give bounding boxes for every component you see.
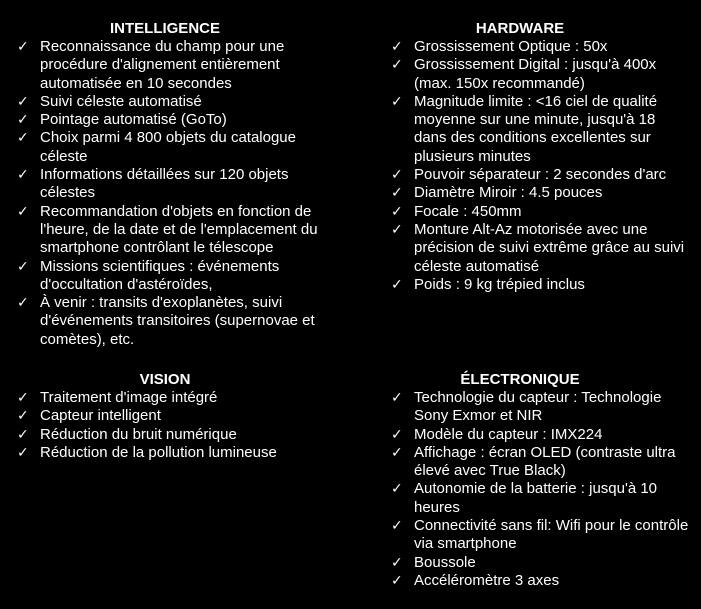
list-item-text: Boussole (414, 553, 476, 571)
list-item (391, 444, 691, 481)
list-item-text: À venir : transits d'exoplanètes, suivi d'événements transitoires (supernovae et comètes), etc. (40, 294, 315, 348)
checkmark-icon: ✓ (391, 518, 403, 535)
checkmark-icon: ✓ (17, 390, 29, 406)
list-item-text: Diamètre Miroir : 4.5 pouces (414, 184, 603, 202)
list-item (17, 389, 343, 407)
list-item (17, 294, 343, 349)
checkmark-icon: ✓ (17, 112, 29, 129)
list-item-text: Choix parmi 4 800 objets du catalogue céleste (40, 129, 296, 165)
checkmark-icon: ✓ (17, 167, 29, 184)
list-item-text: Informations détaillées sur 120 objets célestes (40, 166, 289, 202)
list-item-text: Modèle du capteur : IMX224 (414, 425, 603, 443)
list-item-text: Traitement d'image intégré (40, 389, 218, 406)
list-item (17, 38, 343, 93)
list-item-text: Missions scientifiques : événements d'occultation d'astéroïdes, (40, 257, 280, 293)
list-item-text: Pouvoir séparateur : 2 secondes d'arc (414, 166, 667, 184)
list-item-text: Grossissement Optique : 50x (414, 38, 608, 55)
vision-list (17, 389, 343, 462)
checkmark-icon: ✓ (391, 203, 403, 220)
list-item (391, 38, 691, 56)
hardware-section (391, 20, 691, 294)
list-item-text: Autonomie de la batterie : jusqu'à 10 heures (414, 480, 658, 516)
list-item (391, 389, 691, 426)
list-item-text: Réduction de la pollution lumineuse (40, 443, 277, 461)
list-item-text: Reconnaissance du champ pour une procédure d'alignement entièrement automatisée en 10 secondes (40, 38, 285, 92)
list-item (17, 444, 343, 462)
checkmark-icon: ✓ (17, 258, 29, 275)
list-item-text: Grossissement Digital : jusqu'à 400x (max. 150x recommandé) (414, 56, 657, 92)
intelligence-title: INTELLIGENCE (109, 20, 220, 37)
checkmark-icon: ✓ (391, 93, 403, 110)
list-item (391, 93, 691, 166)
list-item-text: Poids : 9 kg trépied inclus (414, 275, 585, 293)
list-item (391, 276, 691, 294)
checkmark-icon: ✓ (391, 554, 403, 571)
checkmark-icon: ✓ (391, 221, 403, 238)
checkmark-icon: ✓ (391, 185, 403, 202)
checkmark-icon: ✓ (17, 295, 29, 312)
hardware-title: HARDWARE (475, 20, 565, 37)
list-item (17, 258, 343, 295)
checkmark-icon: ✓ (17, 203, 29, 220)
list-item (17, 203, 343, 258)
checkmark-icon: ✓ (391, 426, 403, 443)
checkmark-icon: ✓ (17, 426, 29, 443)
intelligence-section (17, 20, 343, 349)
list-item (391, 203, 691, 221)
vision-title: VISION (139, 371, 191, 388)
checkmark-icon: ✓ (391, 57, 403, 74)
list-item (391, 426, 691, 444)
list-item-text: Monture Alt-Az motorisée avec une précision de suivi extrême grâce au suivi céleste automatisé (414, 220, 685, 275)
checkmark-icon: ✓ (17, 93, 29, 110)
checkmark-icon: ✓ (391, 481, 403, 498)
checkmark-icon: ✓ (17, 408, 29, 425)
list-item (391, 480, 691, 517)
list-item (17, 426, 343, 444)
checkmark-icon: ✓ (391, 572, 403, 589)
electronique-section (391, 371, 691, 590)
list-item (391, 184, 691, 202)
list-item-text: Réduction du bruit numérique (40, 425, 237, 443)
list-item (391, 166, 691, 184)
checkmark-icon: ✓ (391, 390, 403, 406)
checkmark-icon: ✓ (17, 130, 29, 147)
list-item-text: Focale : 450mm (414, 202, 522, 220)
list-item-text: Affichage : écran OLED (contraste ultra élevé avec True Black) (414, 443, 676, 480)
intelligence-list (17, 38, 343, 349)
checkmark-icon: ✓ (391, 276, 403, 293)
electronique-title: ÉLECTRONIQUE (460, 371, 580, 388)
vision-section (17, 371, 343, 462)
list-item (17, 166, 343, 203)
list-item (17, 93, 343, 111)
list-item-text: Magnitude limite : <16 ciel de qualité moyenne sur une minute, jusqu'à 18 dans des conditions excellentes sur plusieurs minutes (414, 92, 658, 165)
checkmark-icon: ✓ (17, 39, 29, 55)
list-item-text: Capteur intelligent (40, 407, 161, 425)
list-item-text: Accéléromètre 3 axes (414, 571, 560, 589)
list-item-text: Connectivité sans fil: Wifi pour le contrôle via smartphone (414, 517, 689, 553)
list-item (17, 111, 343, 129)
list-item (391, 517, 691, 554)
list-item (17, 407, 343, 425)
list-item-text: Recommandation d'objets en fonction de l'heure, de la date et de l'emplacement du smartphone contrôlant le télescope (40, 202, 318, 257)
checkmark-icon: ✓ (391, 167, 403, 184)
list-item-text: Suivi céleste automatisé (40, 92, 202, 110)
checkmark-icon: ✓ (391, 444, 403, 461)
list-item (391, 221, 691, 276)
checkmark-icon: ✓ (391, 39, 403, 55)
list-item (391, 554, 691, 572)
list-item (391, 572, 691, 590)
electronique-list (391, 389, 691, 590)
list-item (391, 56, 691, 93)
hardware-list (391, 38, 691, 294)
list-item (17, 129, 343, 166)
list-item-text: Technologie du capteur : Technologie Sony Exmor et NIR (414, 389, 662, 425)
checkmark-icon: ✓ (17, 444, 29, 461)
list-item-text: Pointage automatisé (GoTo) (40, 111, 227, 129)
